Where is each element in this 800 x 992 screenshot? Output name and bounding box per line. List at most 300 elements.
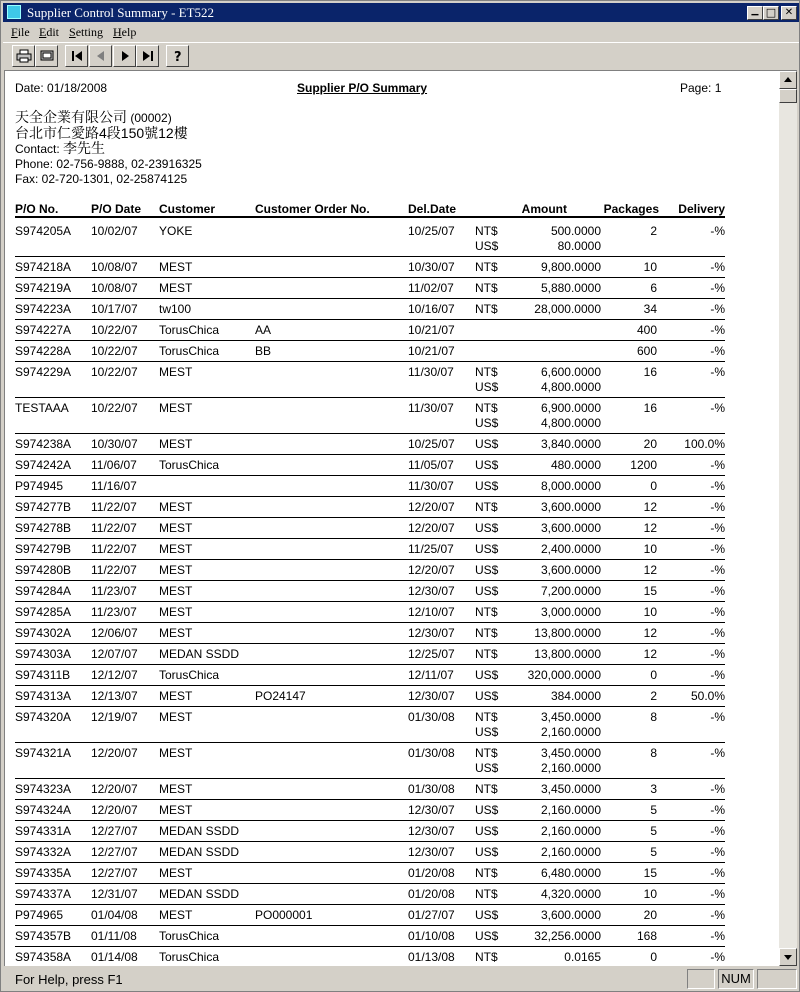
cell-del-date: 12/10/07 — [408, 605, 455, 619]
table-row[interactable] — [5, 398, 779, 434]
col-customer-order: Customer Order No. — [255, 202, 370, 216]
cell-amount: 3,600.0000 — [540, 500, 601, 514]
cell-packages: 16 — [643, 365, 657, 379]
table-row[interactable] — [5, 341, 779, 362]
cell-packages: 8 — [650, 746, 657, 760]
cell-del-date: 12/20/07 — [408, 521, 455, 535]
cell-packages: 5 — [650, 824, 657, 838]
cell-currency: US$ — [475, 668, 499, 682]
cell-currency: NT$ — [475, 224, 498, 238]
cell-po-date: 10/22/07 — [91, 365, 138, 379]
cell-del-date: 01/20/08 — [408, 866, 455, 880]
cell-currency: US$ — [475, 563, 499, 577]
cell-amount: 3,840.0000 — [540, 437, 601, 451]
cell-po-no: S974278B — [15, 521, 72, 535]
cell-currency: NT$ — [475, 782, 498, 796]
table-row[interactable] — [5, 320, 779, 341]
cell-customer: MEST — [159, 866, 193, 880]
status-bar — [3, 968, 799, 990]
menu-bar — [3, 23, 799, 42]
cell-packages: 2 — [650, 689, 657, 703]
cell-customer: YOKE — [159, 224, 193, 238]
cell-customer: TorusChica — [159, 344, 220, 358]
cell-po-date: 10/02/07 — [91, 224, 138, 238]
cell-del-date: 01/20/08 — [408, 887, 455, 901]
cell-currency: US$ — [475, 380, 499, 394]
cell-packages: 168 — [636, 929, 657, 943]
table-row[interactable] — [5, 497, 779, 518]
cell-customer: MEST — [159, 542, 193, 556]
cell-amount: 6,900.0000 — [540, 401, 601, 415]
cell-delivery: -% — [710, 458, 725, 472]
toolbar — [3, 42, 799, 69]
cell-po-no: S974227A — [15, 323, 72, 337]
cell-amount: 480.0000 — [550, 458, 601, 472]
table-row[interactable] — [5, 581, 779, 602]
table-row[interactable] — [5, 455, 779, 476]
cell-customer: TorusChica — [159, 929, 220, 943]
cell-packages: 400 — [636, 323, 657, 337]
cell-del-date: 12/20/07 — [408, 500, 455, 514]
cell-amount: 6,600.0000 — [540, 365, 601, 379]
cell-packages: 0 — [650, 479, 657, 493]
cell-packages: 1200 — [630, 458, 657, 472]
cell-del-date: 10/25/07 — [408, 437, 455, 451]
cell-po-date: 12/06/07 — [91, 626, 138, 640]
cell-currency: US$ — [475, 542, 499, 556]
cell-delivery: -% — [710, 950, 725, 964]
cell-po-date: 12/27/07 — [91, 845, 138, 859]
cell-currency: US$ — [475, 416, 499, 430]
cell-currency: NT$ — [475, 626, 498, 640]
help-icon — [171, 48, 185, 64]
cell-packages: 12 — [643, 647, 657, 661]
cell-amount: 8,000.0000 — [540, 479, 601, 493]
cell-currency: US$ — [475, 803, 499, 817]
cell-del-date: 11/05/07 — [408, 458, 454, 472]
supplier-address: 台北市仁愛路4段150號12樓 — [15, 125, 188, 141]
cell-amount: 3,600.0000 — [540, 563, 601, 577]
cell-po-date: 11/22/07 — [91, 563, 137, 577]
window-title: Supplier Control Summary - ET522 — [27, 5, 215, 20]
cell-customer: MEST — [159, 605, 193, 619]
table-row[interactable] — [5, 518, 779, 539]
cell-currency: US$ — [475, 239, 499, 253]
cell-customer: MEST — [159, 626, 193, 640]
cell-delivery: -% — [710, 344, 725, 358]
cell-po-date: 11/22/07 — [91, 542, 137, 556]
cell-amount: 2,160.0000 — [540, 845, 601, 859]
cell-delivery: -% — [710, 866, 725, 880]
cell-del-date: 12/30/07 — [408, 626, 455, 640]
table-row[interactable] — [5, 884, 779, 905]
cell-amount: 9,800.0000 — [540, 260, 601, 274]
cell-amount: 7,200.0000 — [540, 584, 601, 598]
cell-customer: TorusChica — [159, 668, 220, 682]
cell-po-no: S974331A — [15, 824, 72, 838]
cell-packages: 0 — [650, 668, 657, 682]
cell-currency: US$ — [475, 689, 499, 703]
help-button[interactable] — [166, 45, 189, 67]
cell-del-date: 12/30/07 — [408, 584, 455, 598]
table-row[interactable] — [5, 299, 779, 320]
table-row[interactable] — [5, 779, 779, 800]
contact-label: Contact: — [15, 142, 60, 156]
cell-packages: 16 — [643, 401, 657, 415]
cell-amount: 2,160.0000 — [540, 803, 601, 817]
cell-amount: 0.0165 — [564, 950, 601, 964]
cell-po-no: S974335A — [15, 866, 72, 880]
cell-amount: 3,450.0000 — [540, 782, 601, 796]
cell-del-date: 10/30/07 — [408, 260, 455, 274]
cell-packages: 15 — [643, 584, 657, 598]
print-preview-button[interactable] — [35, 45, 58, 67]
col-del-date: Del.Date — [408, 202, 457, 216]
table-row[interactable] — [5, 821, 779, 842]
table-row[interactable] — [5, 623, 779, 644]
cell-po-no: S974279B — [15, 542, 72, 556]
table-row[interactable] — [5, 362, 779, 398]
cell-del-date: 12/11/07 — [408, 668, 454, 682]
previous-page-button[interactable] — [89, 45, 112, 67]
cell-po-no: S974229A — [15, 365, 72, 379]
cell-delivery: -% — [710, 845, 725, 859]
cell-packages: 12 — [643, 563, 657, 577]
cell-currency: NT$ — [475, 866, 498, 880]
cell-delivery: -% — [710, 365, 725, 379]
cell-currency: NT$ — [475, 365, 498, 379]
cell-po-date: 11/16/07 — [91, 479, 137, 493]
cell-del-date: 11/30/07 — [408, 479, 454, 493]
table-row[interactable] — [5, 743, 779, 779]
cell-customer: MEST — [159, 803, 193, 817]
cell-customer-order: PO24147 — [255, 689, 306, 703]
cell-customer: MEST — [159, 584, 193, 598]
cell-packages: 12 — [643, 521, 657, 535]
cell-po-date: 11/22/07 — [91, 500, 137, 514]
cell-customer: TorusChica — [159, 323, 220, 337]
cell-delivery: -% — [710, 803, 725, 817]
cell-del-date: 12/25/07 — [408, 647, 455, 661]
table-row[interactable] — [5, 947, 779, 966]
cell-po-no: S974205A — [15, 224, 72, 238]
menu-help[interactable]: Help — [113, 25, 137, 39]
cell-del-date: 11/30/07 — [408, 401, 454, 415]
cell-del-date: 10/25/07 — [408, 224, 455, 238]
report-view[interactable] — [4, 70, 779, 966]
cell-packages: 6 — [650, 281, 657, 295]
cell-po-no: S974277B — [15, 500, 72, 514]
maximize-icon: □ — [765, 6, 777, 19]
cell-po-no: S974228A — [15, 344, 72, 358]
status-num: NUM — [718, 969, 754, 989]
cell-del-date: 12/30/07 — [408, 689, 455, 703]
cell-po-no: S974302A — [15, 626, 72, 640]
cell-delivery: -% — [710, 479, 725, 493]
cell-customer: MEST — [159, 782, 193, 796]
cell-currency: NT$ — [475, 710, 498, 724]
cell-delivery: 100.0% — [684, 437, 725, 451]
cell-po-date: 12/20/07 — [91, 782, 138, 796]
cell-po-no: S974223A — [15, 302, 72, 316]
cell-currency: NT$ — [475, 260, 498, 274]
cell-po-no: S974337A — [15, 887, 72, 901]
table-row[interactable] — [5, 842, 779, 863]
cell-packages: 34 — [643, 302, 657, 316]
cell-del-date: 11/02/07 — [408, 281, 454, 295]
cell-po-no: S974313A — [15, 689, 72, 703]
table-row[interactable] — [5, 686, 779, 707]
cell-del-date: 01/30/08 — [408, 710, 455, 724]
cell-packages: 2 — [650, 224, 657, 238]
vertical-scrollbar[interactable] — [779, 70, 797, 966]
cell-po-date: 10/17/07 — [91, 302, 138, 316]
cell-amount: 2,160.0000 — [540, 824, 601, 838]
cell-po-no: S974284A — [15, 584, 72, 598]
cell-currency: US$ — [475, 479, 499, 493]
report-title: Supplier P/O Summary — [297, 81, 428, 95]
cell-amount: 3,600.0000 — [540, 521, 601, 535]
cell-amount: 80.0000 — [557, 239, 601, 253]
cell-po-no: S974323A — [15, 782, 72, 796]
app-icon — [7, 5, 21, 19]
supplier-code: (00002) — [130, 111, 172, 125]
table-row[interactable] — [5, 863, 779, 884]
cell-currency: NT$ — [475, 887, 498, 901]
cell-po-date: 12/12/07 — [91, 668, 138, 682]
cell-currency: US$ — [475, 584, 499, 598]
cell-po-date: 12/20/07 — [91, 746, 138, 760]
cell-po-no: S974242A — [15, 458, 72, 472]
scroll-down-button[interactable] — [779, 948, 797, 966]
cell-customer: MEST — [159, 401, 193, 415]
cell-amount: 3,600.0000 — [540, 908, 601, 922]
col-packages: Packages — [603, 202, 659, 216]
cell-po-no: S974320A — [15, 710, 72, 724]
cell-packages: 10 — [643, 542, 657, 556]
cell-del-date: 01/27/07 — [408, 908, 455, 922]
cell-customer: MEST — [159, 521, 193, 535]
cell-customer: MEST — [159, 689, 193, 703]
cell-po-no: S974285A — [15, 605, 72, 619]
supplier-info — [15, 110, 202, 187]
scroll-thumb[interactable] — [779, 89, 797, 103]
cell-packages: 3 — [650, 782, 657, 796]
table-row[interactable] — [5, 905, 779, 926]
cell-amount: 384.0000 — [550, 689, 601, 703]
report-date: Date: 01/18/2008 — [15, 81, 108, 95]
cell-customer: MEST — [159, 908, 193, 922]
cell-currency: NT$ — [475, 647, 498, 661]
cell-customer: MEDAN SSDD — [159, 845, 240, 859]
cell-amount: 2,400.0000 — [540, 542, 601, 556]
minimize-icon: ▁ — [751, 6, 759, 16]
cell-po-no: S974238A — [15, 437, 72, 451]
cell-amount: 13,800.0000 — [534, 626, 601, 640]
menu-edit[interactable]: Edit — [39, 25, 60, 39]
cell-po-no: S974321A — [15, 746, 72, 760]
cell-po-no: TESTAAA — [15, 401, 69, 415]
close-button[interactable] — [781, 6, 797, 20]
cell-amount: 4,800.0000 — [540, 380, 601, 394]
cell-delivery: -% — [710, 605, 725, 619]
next-page-button[interactable] — [113, 45, 136, 67]
table-row[interactable] — [5, 221, 779, 257]
table-row[interactable] — [5, 434, 779, 455]
cell-po-no: S974332A — [15, 845, 72, 859]
table-row[interactable] — [5, 602, 779, 623]
supplier-name: 天全企業有限公司 — [15, 109, 127, 125]
status-pane-scrl — [757, 969, 797, 989]
cell-delivery: -% — [710, 302, 725, 316]
cell-delivery: -% — [710, 500, 725, 514]
cell-del-date: 12/20/07 — [408, 563, 455, 577]
cell-customer-order: PO000001 — [255, 908, 313, 922]
cell-amount: 4,320.0000 — [540, 887, 601, 901]
first-page-button[interactable] — [65, 45, 88, 67]
cell-po-date: 10/22/07 — [91, 401, 138, 415]
cell-po-no: S974280B — [15, 563, 72, 577]
cell-del-date: 11/30/07 — [408, 365, 454, 379]
cell-amount: 3,450.0000 — [540, 746, 601, 760]
table-row[interactable] — [5, 476, 779, 497]
col-customer: Customer — [159, 202, 216, 216]
cell-currency: US$ — [475, 929, 499, 943]
cell-del-date: 11/25/07 — [408, 542, 454, 556]
cell-del-date: 01/13/08 — [408, 950, 455, 964]
cell-currency: US$ — [475, 521, 499, 535]
cell-amount: 3,450.0000 — [540, 710, 601, 724]
menu-file[interactable]: File — [11, 25, 30, 39]
previous-page-icon — [94, 49, 108, 63]
cell-po-no: S974311B — [15, 668, 71, 682]
cell-customer: MEST — [159, 281, 193, 295]
cell-currency: US$ — [475, 458, 499, 472]
table-row[interactable] — [5, 539, 779, 560]
cell-delivery: -% — [710, 626, 725, 640]
status-pane-empty — [687, 969, 715, 989]
cell-currency: NT$ — [475, 500, 498, 514]
cell-del-date: 10/16/07 — [408, 302, 455, 316]
cell-del-date: 10/21/07 — [408, 323, 455, 337]
svg-text:?: ? — [173, 50, 182, 64]
header-rule — [15, 216, 725, 218]
cell-po-date: 12/13/07 — [91, 689, 138, 703]
table-row[interactable] — [5, 560, 779, 581]
cell-amount: 2,160.0000 — [540, 761, 601, 775]
cell-del-date: 01/10/08 — [408, 929, 455, 943]
cell-customer: MEST — [159, 437, 193, 451]
cell-currency: NT$ — [475, 302, 498, 316]
cell-delivery: -% — [710, 260, 725, 274]
print-icon — [16, 49, 32, 63]
cell-customer: MEDAN SSDD — [159, 824, 240, 838]
cell-delivery: -% — [710, 782, 725, 796]
col-amount: Amount — [521, 202, 567, 216]
supplier-fax: Fax: 02-720-1301, 02-25874125 — [15, 172, 188, 186]
cell-delivery: -% — [710, 563, 725, 577]
cell-po-date: 10/08/07 — [91, 281, 138, 295]
col-po-date: P/O Date — [91, 202, 142, 216]
cell-del-date: 01/30/08 — [408, 746, 455, 760]
next-page-icon — [118, 49, 132, 63]
menu-setting[interactable]: Setting — [69, 25, 104, 39]
cell-customer: MEST — [159, 710, 193, 724]
table-row[interactable] — [5, 707, 779, 743]
maximize-button[interactable] — [763, 6, 779, 20]
table-row[interactable] — [5, 800, 779, 821]
cell-amount: 5,880.0000 — [540, 281, 601, 295]
table-row[interactable] — [5, 278, 779, 299]
cell-po-date: 12/07/07 — [91, 647, 138, 661]
cell-customer: MEST — [159, 365, 193, 379]
table-row[interactable] — [5, 665, 779, 686]
cell-delivery: -% — [710, 584, 725, 598]
cell-delivery: -% — [710, 542, 725, 556]
cell-po-date: 11/23/07 — [91, 605, 137, 619]
cell-delivery: -% — [710, 281, 725, 295]
cell-delivery: -% — [710, 929, 725, 943]
cell-currency: US$ — [475, 725, 499, 739]
cell-currency: NT$ — [475, 746, 498, 760]
cell-customer-order: AA — [255, 323, 272, 337]
minimize-button[interactable] — [747, 6, 763, 20]
cell-po-date: 12/19/07 — [91, 710, 138, 724]
cell-packages: 20 — [643, 908, 657, 922]
cell-po-date: 01/14/08 — [91, 950, 138, 964]
title-bar[interactable] — [3, 3, 799, 22]
scroll-up-button[interactable] — [779, 71, 797, 89]
cell-currency: US$ — [475, 908, 499, 922]
table-row[interactable] — [5, 926, 779, 947]
first-page-icon — [70, 49, 84, 63]
cell-packages: 8 — [650, 710, 657, 724]
cell-packages: 600 — [636, 344, 657, 358]
cell-po-no: S974218A — [15, 260, 72, 274]
table-row[interactable] — [5, 257, 779, 278]
cell-po-no: P974945 — [15, 479, 64, 493]
cell-packages: 10 — [643, 260, 657, 274]
last-page-button[interactable] — [136, 45, 159, 67]
cell-packages: 12 — [643, 500, 657, 514]
contact-name: 李先生 — [63, 140, 106, 156]
cell-del-date: 12/30/07 — [408, 824, 455, 838]
col-delivery: Delivery — [678, 202, 725, 216]
cell-packages: 10 — [643, 605, 657, 619]
print-preview-icon — [39, 49, 55, 63]
cell-delivery: -% — [710, 521, 725, 535]
cell-currency: NT$ — [475, 401, 498, 415]
cell-po-date: 10/22/07 — [91, 323, 138, 337]
cell-customer: TorusChica — [159, 950, 220, 964]
cell-customer: MEDAN SSDD — [159, 647, 240, 661]
cell-packages: 10 — [643, 887, 657, 901]
cell-po-no: S974303A — [15, 647, 72, 661]
cell-delivery: -% — [710, 668, 725, 682]
cell-po-no: P974965 — [15, 908, 64, 922]
cell-po-no: S974324A — [15, 803, 72, 817]
cell-po-date: 11/06/07 — [91, 458, 137, 472]
cell-amount: 28,000.0000 — [534, 302, 601, 316]
cell-customer: tw100 — [159, 302, 192, 316]
cell-amount: 32,256.0000 — [534, 929, 601, 943]
cell-currency: US$ — [475, 437, 499, 451]
print-button[interactable] — [12, 45, 35, 67]
arrow-down-icon — [784, 955, 792, 960]
cell-packages: 20 — [643, 437, 657, 451]
table-row[interactable] — [5, 644, 779, 665]
cell-customer: MEDAN SSDD — [159, 887, 240, 901]
